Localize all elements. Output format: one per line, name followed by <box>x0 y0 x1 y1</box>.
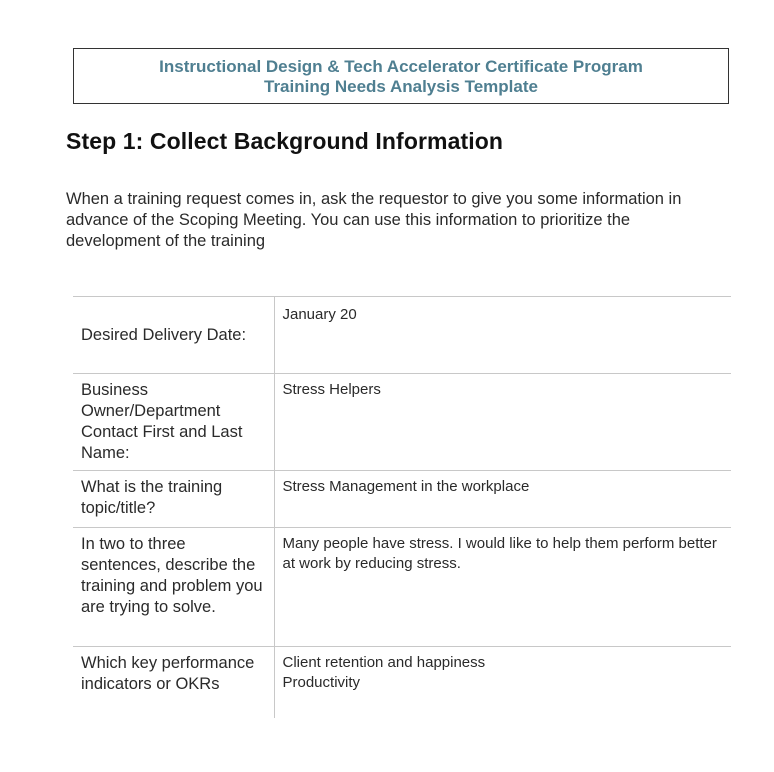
row-label-training-topic: What is the training topic/title? <box>73 471 274 528</box>
row-label-business-owner: Business Owner/Department Contact First and Last Name: <box>73 374 274 471</box>
intro-paragraph: When a training request comes in, ask the requestor to give you some information in advance of the Scoping Meeting. You can use this information to prioritize the development of the training <box>66 190 682 250</box>
document-header <box>73 48 729 104</box>
template-title: Training Needs Analysis Template <box>264 77 538 96</box>
step-heading: Step 1: Collect Background Information <box>66 128 504 154</box>
table-row <box>73 528 731 647</box>
value-text: Many people have stress. I would like to help them perform better at work by reducing stress. <box>282 535 717 572</box>
program-title: Instructional Design & Tech Accelerator Certificate Program <box>159 57 643 76</box>
value-text: Productivity <box>282 674 361 691</box>
value-text: Stress Management in the workplace <box>282 478 530 495</box>
table-row <box>73 297 731 374</box>
row-label-delivery-date: Desired Delivery Date: <box>73 297 274 374</box>
row-value-delivery-date[interactable] <box>274 297 731 374</box>
row-value-problem-description[interactable] <box>274 528 731 647</box>
value-text: January 20 <box>282 306 357 323</box>
table-row <box>73 471 731 528</box>
row-value-business-owner[interactable] <box>274 374 731 471</box>
value-text: Client retention and happiness <box>282 654 486 671</box>
row-value-training-topic[interactable] <box>274 471 731 528</box>
value-text: Stress Helpers <box>282 381 381 398</box>
background-info-table <box>73 296 731 718</box>
row-value-kpis[interactable] <box>274 647 731 719</box>
table-row <box>73 374 731 471</box>
table-row <box>73 647 731 719</box>
row-label-problem-description: In two to three sentences, describe the training and problem you are trying to solve. <box>73 528 274 647</box>
row-label-kpis: Which key performance indicators or OKRs <box>73 647 274 719</box>
